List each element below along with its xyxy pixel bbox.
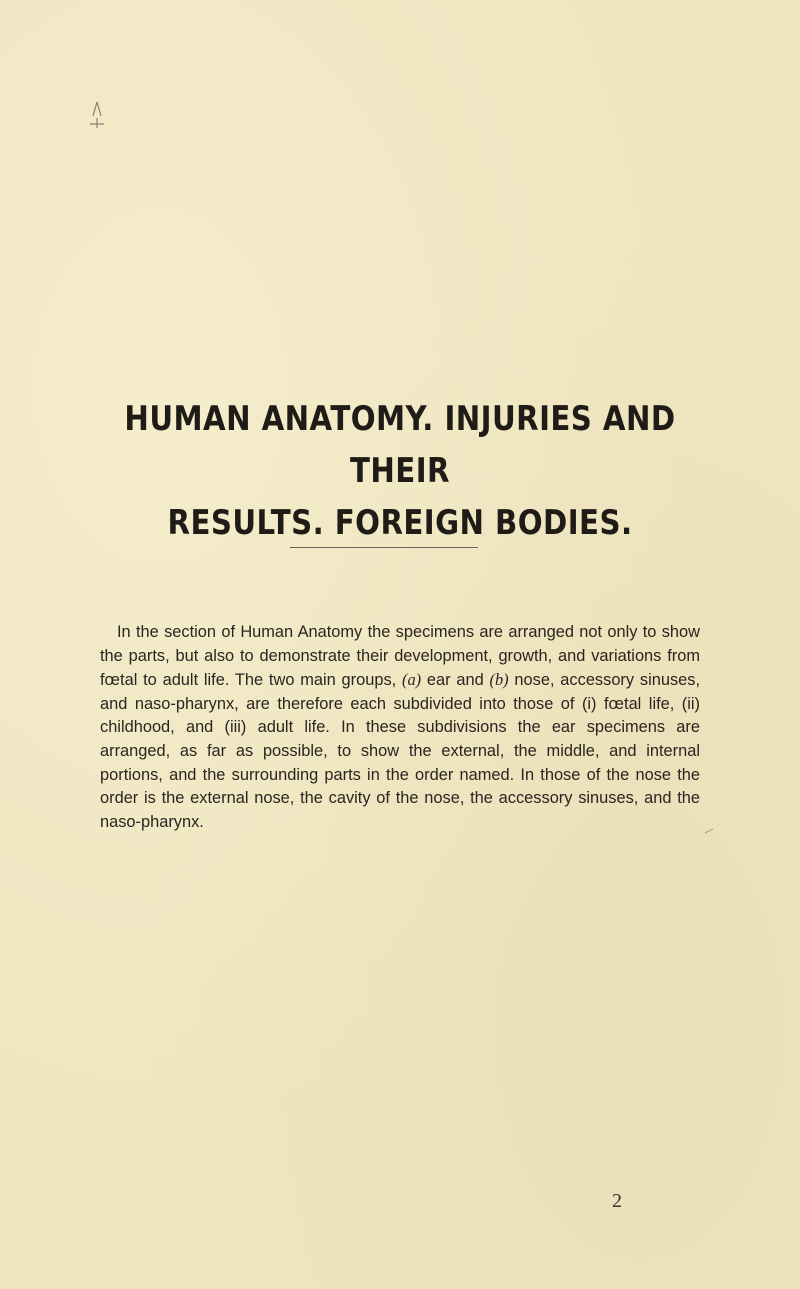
section-heading-line-2: RESULTS. FOREIGN BODIES. <box>167 503 633 543</box>
section-heading-line-1: HUMAN ANATOMY. INJURIES AND THEIR <box>124 399 676 491</box>
paragraph-text-1: In the section of Human Anatomy the specimens are arranged not only to show the parts, but also to demonstrate their development, growth, and variations from fœtal to adult life. The two main groups, <box>100 623 700 690</box>
group-a-label: (a) <box>401 670 422 690</box>
group-b-label: (b) <box>489 670 509 690</box>
section-heading <box>108 393 693 549</box>
pencil-tick-icon <box>704 828 714 834</box>
intro-paragraph <box>100 621 700 834</box>
page-number: 2 <box>612 1190 622 1212</box>
ink-mark-icon <box>86 100 108 130</box>
paragraph-text-2: ear and <box>421 671 490 690</box>
heading-divider <box>290 547 478 548</box>
paragraph-text-3: nose, accessory sinuses, and naso-pharynx, are therefore each subdivided into those of (i) fœtal life, (ii) childhood, and (iii) adult life. In these subdivisions the ear specimens are arranged, as far as possible, to show the external, the middle, and internal portions, and the surrounding parts in the order named. In those of the nose the order is the external nose, the cavity of the nose, the accessory sinuses, and the naso-pharynx. <box>100 671 701 831</box>
